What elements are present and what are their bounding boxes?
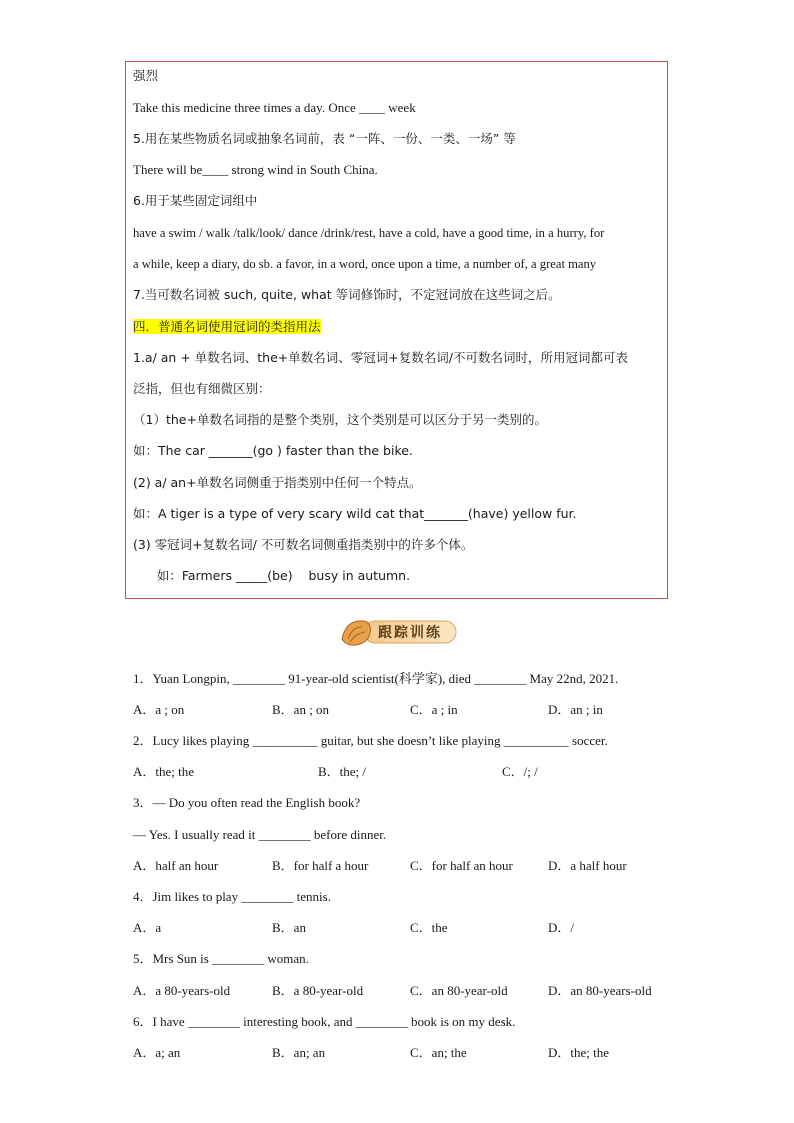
grammar-line: 7.当可数名词被 such, quite, what 等词修饰时，不定冠词放在这些词之后。 [133,287,561,302]
option-b: B．an [272,920,306,935]
option-d: D．an ; in [548,702,603,717]
grammar-line: 强烈 [133,68,159,83]
grammar-line: 5.用在某些物质名词或抽象名词前，表 “一阵、一份、一类、一场” 等 [133,131,516,146]
option-b: B．an ; on [272,702,330,717]
section-title: 跟踪训练 [378,625,442,641]
option-d: D．/ [548,920,575,935]
grammar-line: have a swim / walk /talk/look/ dance /drink/rest, have a cold, have a good time, in a hurry, for [133,226,605,240]
question-stem-line2: — Yes. I usually read it ________ before dinner. [133,827,387,842]
question-stem: 4．Jim likes to play ________ tennis. [133,889,331,904]
option-a: A．a 80-years-old [133,983,231,998]
option-a: A．the; the [133,764,195,779]
option-b: B．an; an [272,1045,326,1060]
option-a: A．a ; on [133,702,185,717]
question-stem: 2．Lucy likes playing __________ guitar, but she doesn’t like playing __________ soccer. [133,733,608,748]
option-c: C．a ; in [410,702,458,717]
grammar-line: 如：A tiger is a type of very scary wild cat that_______(have) yellow fur. [133,506,577,521]
option-d: D．the; the [548,1045,610,1060]
grammar-line: (2) a/ an+单数名词侧重于指类别中任何一个特点。 [133,475,422,490]
option-a: A．a [133,920,162,935]
option-c: C．for half an hour [410,858,513,873]
option-c: C．the [410,920,448,935]
question-stem: 6．I have ________ interesting book, and ________ book is on my desk. [133,1014,516,1029]
option-c: C．an 80-year-old [410,983,508,998]
question-stem: 1．Yuan Longpin, ________ 91-year-old scientist(科学家), died ________ May 22nd, 2021. [133,671,619,686]
option-c: C．an; the [410,1045,467,1060]
grammar-line: 1.a/ an + 单数名词、the+单数名词、零冠词+复数名词/不可数名词时，所用冠词都可表 [133,350,628,365]
grammar-line: (3) 零冠词+复数名词/ 不可数名词侧重指类别中的许多个体。 [133,537,474,552]
option-b: B．for half a hour [272,858,369,873]
question-stem: 3．— Do you often read the English book? [133,795,361,810]
grammar-line: a while, keep a diary, do sb. a favor, in a word, once upon a time, a number of, a great many [133,257,597,271]
grammar-line: 泛指，但也有细微区别： [133,381,271,396]
grammar-line: 如：Farmers _____(be) busy in autumn. [133,568,411,583]
grammar-line: （1）the+单数名词指的是整个类别，这个类别是可以区分于另一类别的。 [133,412,547,427]
grammar-line: There will be____ strong wind in South China. [133,162,378,177]
option-a: A．a; an [133,1045,181,1060]
highlighted-heading: 四．普通名词使用冠词的类指用法 [133,319,321,334]
grammar-line: 如：The car _______(go ) faster than the bike. [133,443,413,458]
option-b: B．a 80-year-old [272,983,364,998]
grammar-line: Take this medicine three times a day. Once ____ week [133,100,416,115]
option-d: D．a half hour [548,858,627,873]
grammar-line: 6.用于某些固定词组中 [133,193,258,208]
option-b: B．the; / [318,764,367,779]
option-a: A．half an hour [133,858,219,873]
question-stem: 5．Mrs Sun is ________ woman. [133,951,309,966]
option-c: C．/; / [502,764,538,779]
section-heading [133,319,321,335]
option-d: D．an 80-years-old [548,983,652,998]
